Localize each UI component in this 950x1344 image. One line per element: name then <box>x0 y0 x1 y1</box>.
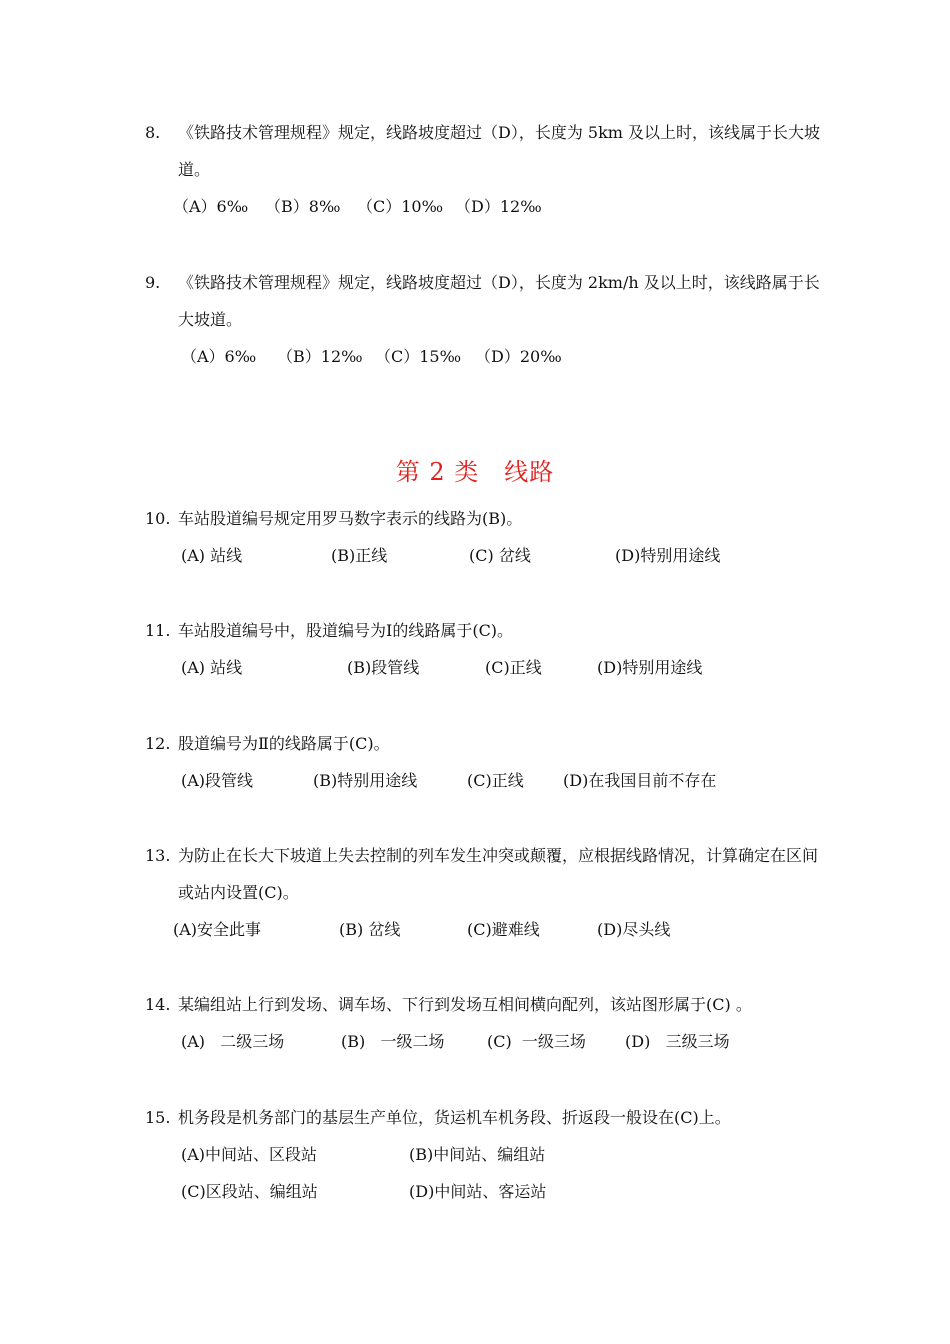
option-a: (A) 站线 <box>181 658 243 677</box>
option-b: (B)特别用途线 <box>313 771 418 790</box>
question-text: 为防止在长大下坡道上失去控制的列车发生冲突或颠覆，应根据线路情况，计算确定在区间或站内设置(C)。 <box>178 846 819 902</box>
option-b: (B) 一级二场 <box>341 1032 445 1051</box>
section-heading: 第 2 类 线路 <box>395 458 555 486</box>
question-12 <box>145 725 825 799</box>
option-c: (C)正线 <box>467 771 524 790</box>
question-number: 10. <box>145 509 171 528</box>
option-c: (C)区段站、编组站 <box>181 1182 318 1201</box>
question-text: 某编组站上行到发场、调车场、下行到发场互相间横向配列，该站图形属于(C) 。 <box>178 995 752 1014</box>
option-a: （A）6‰ <box>173 197 249 216</box>
option-d: (D)中间站、客运站 <box>409 1182 547 1201</box>
option-d: (D)尽头线 <box>597 920 671 939</box>
options-row <box>181 1173 825 1210</box>
option-c: （C）10‰ <box>357 197 444 216</box>
options-row <box>181 537 825 574</box>
option-c: （C）15‰ <box>375 347 462 366</box>
option-a: (A)安全此事 <box>173 920 262 939</box>
question-number: 8. <box>145 123 161 142</box>
option-a: (A) 二级三场 <box>181 1032 285 1051</box>
question-11 <box>145 612 825 686</box>
question-14 <box>145 986 825 1060</box>
option-b: (B)段管线 <box>347 658 420 677</box>
option-c: (C) 岔线 <box>469 546 531 565</box>
options-row <box>181 1023 825 1060</box>
question-number: 11. <box>145 621 171 640</box>
options-row <box>181 649 825 686</box>
option-d: (D)特别用途线 <box>597 658 703 677</box>
option-c: (C)避难线 <box>467 920 540 939</box>
question-9 <box>145 264 825 375</box>
question-text: 股道编号为Ⅱ的线路属于(C)。 <box>178 734 390 753</box>
option-b: （B）8‰ <box>265 197 341 216</box>
option-b: (B)中间站、编组站 <box>409 1145 546 1164</box>
option-c: (C)正线 <box>485 658 542 677</box>
options-row <box>181 762 825 799</box>
option-d: （D）12‰ <box>455 197 542 216</box>
option-a: (A) 站线 <box>181 546 243 565</box>
question-8 <box>145 114 825 225</box>
option-d: (D)特别用途线 <box>615 546 721 565</box>
question-text: 《铁路技术管理规程》规定，线路坡度超过（D），长度为 5km 及以上时，该线属于长大坡道。 <box>178 123 821 179</box>
question-text: 车站股道编号中，股道编号为Ⅰ的线路属于(C)。 <box>178 621 514 640</box>
question-number: 14. <box>145 995 171 1014</box>
option-b: （B）12‰ <box>277 347 363 366</box>
question-number: 12. <box>145 734 171 753</box>
option-a: (A)中间站、区段站 <box>181 1145 318 1164</box>
option-b: (B) 岔线 <box>339 920 401 939</box>
question-text: 车站股道编号规定用罗马数字表示的线路为(B)。 <box>178 509 523 528</box>
question-number: 15. <box>145 1108 171 1127</box>
option-a: (A)段管线 <box>181 771 254 790</box>
option-c: (C) 一级三场 <box>487 1032 586 1051</box>
option-d: (D) 三级三场 <box>625 1032 730 1051</box>
question-text: 《铁路技术管理规程》规定，线路坡度超过（D），长度为 2km/h 及以上时，该线路属于长大坡道。 <box>178 273 820 329</box>
question-10 <box>145 500 825 574</box>
question-number: 13. <box>145 846 171 865</box>
question-number: 9. <box>145 273 161 292</box>
options-row <box>181 338 825 375</box>
option-d: （D）20‰ <box>475 347 562 366</box>
option-b: (B)正线 <box>331 546 388 565</box>
options-row <box>181 1136 825 1173</box>
question-13 <box>145 837 825 948</box>
question-text: 机务段是机务部门的基层生产单位，货运机车机务段、折返段一般设在(C)上。 <box>178 1108 731 1127</box>
option-a: （A）6‰ <box>181 347 257 366</box>
question-15 <box>145 1099 825 1210</box>
options-row <box>173 188 825 225</box>
option-d: (D)在我国目前不存在 <box>563 771 717 790</box>
options-row <box>173 911 825 948</box>
